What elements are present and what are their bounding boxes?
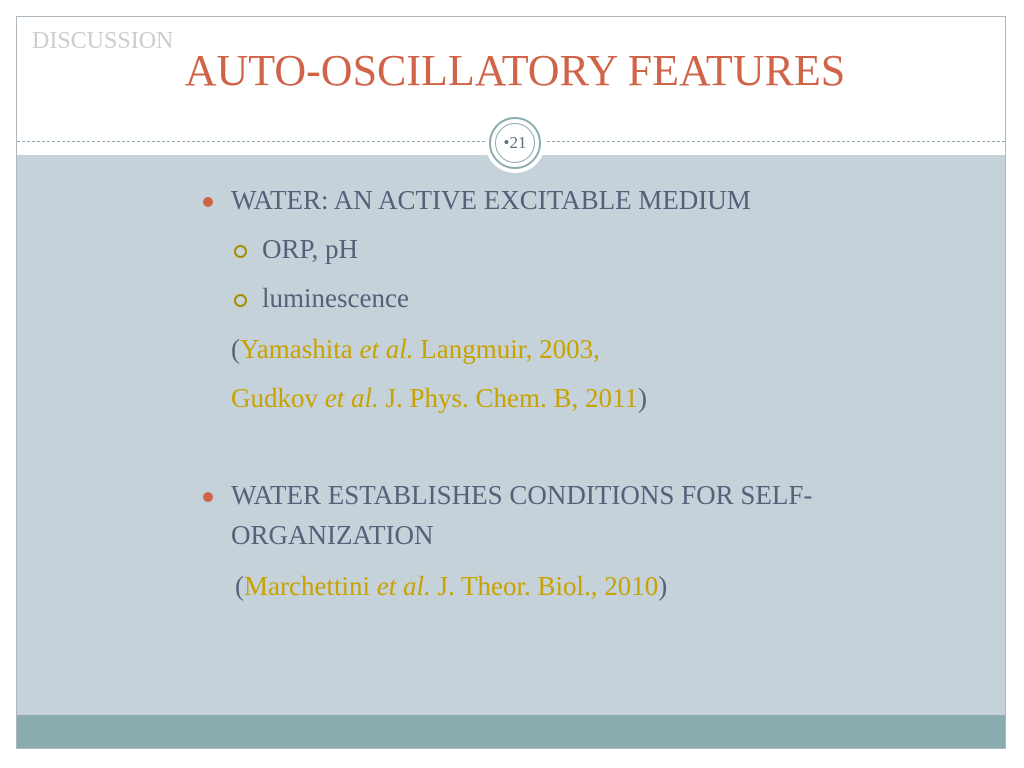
slide-number: •21 [495,123,535,163]
reference-line-1 [231,333,600,365]
content-panel [17,155,1005,715]
close-paren: ) [638,383,648,413]
bullet-2-text-line-2: ORGANIZATION [231,520,434,550]
slide-title: AUTO-OSCILLATORY FEATURES [184,46,846,95]
section-label: DISCUSSION [32,28,174,54]
ref-etal: et al. [376,571,431,601]
footer-band [17,715,1005,748]
hollow-circle-bullet-icon [234,245,247,258]
ref-journal: Langmuir, 2003, [413,334,600,364]
sub-item-luminescence: luminescence [262,283,409,313]
bullet-dot-icon [203,492,213,502]
open-paren: ( [231,334,240,364]
bullet-2-text-line-1: WATER ESTABLISHES CONDITIONS FOR SELF- [231,480,813,510]
ref-author: Yamashita [240,334,360,364]
sub-item-orp-ph: ORP, pH [262,234,359,264]
ref-etal: et al. [324,383,379,413]
hollow-circle-bullet-icon [234,294,247,307]
ref-author: Marchettini [244,571,377,601]
slide-number-badge [489,117,541,169]
open-paren: ( [235,571,244,601]
ref-author: Gudkov [231,383,325,413]
reference-line-2 [231,382,647,414]
bullet-dot-icon [203,197,213,207]
close-paren: ) [658,571,668,601]
reference-line-3 [235,570,667,602]
ref-etal: et al. [359,334,414,364]
bullet-1-text: WATER: AN ACTIVE EXCITABLE MEDIUM [231,185,751,215]
ref-journal: J. Phys. Chem. B, 2011 [378,383,639,413]
ref-journal: J. Theor. Biol., 2010 [430,571,659,601]
